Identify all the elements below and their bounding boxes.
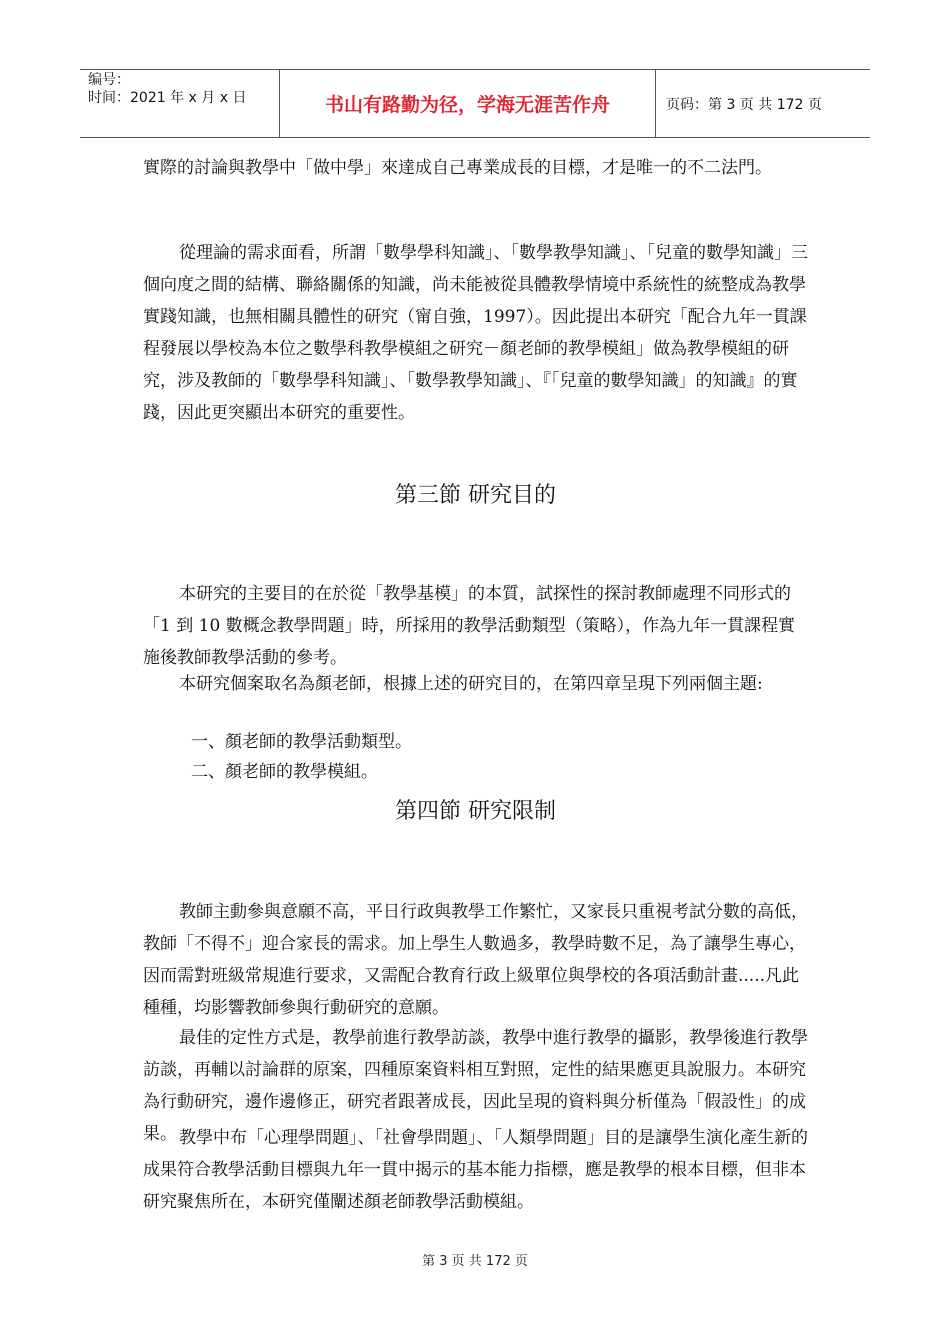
paragraph-5-block	[143, 896, 808, 1024]
header-motto: 书山有路勤为径，学海无涯苦作舟	[280, 70, 656, 137]
paragraph-2: 從理論的需求面看，所謂「數學學科知識」、「數學教學知識」、「兒童的數學知識」三個向度之間的結構、聯絡關係的知識，尚未能被從具體教學情境中系統性的統整成為教學實踐知識，也無相關具體性的研究（甯自強，1997）。因此提出本研究「配合九年一貫課程發展以學校為本位之數學科教學模組之研究－顏老師的教學模組」做為教學模組的研究，涉及教師的「數學學科知識」、「數學教學知識」、『「兒童的數學知識」的知識』的實踐，因此更突顯出本研究的重要性。	[143, 243, 808, 423]
number-label: 编号：	[88, 72, 130, 88]
page-footer: 第 3 页 共 172 页	[422, 1254, 528, 1269]
paragraph-3-block	[143, 578, 808, 674]
list-1	[143, 726, 808, 758]
paragraph-4: 本研究個案取名為顏老師，根據上述的研究目的，在第四章呈現下列兩個主題:	[179, 674, 763, 694]
paragraph-3: 本研究的主要目的在於從「教學基模」的本質，試探性的探討教師處理不同形式的「1 到 10 數概念教學問題」時，所採用的教學活動類型（策略），作為九年一貫課程實施後教師教學活動的參考。	[143, 584, 796, 668]
list-item-2: 二、顏老師的教學模組。	[191, 762, 378, 782]
header-page-info: 页码：第 3 页 共 172 页	[666, 96, 822, 113]
section-4-title: 第四節 研究限制	[395, 799, 556, 824]
time-label: 时间：2021 年 x 月 x 日	[88, 90, 247, 106]
paragraph-1: 實際的討論與教學中「做中學」來達成自己專業成長的目標，才是唯一的不二法門。	[143, 158, 772, 178]
paragraph-2-block	[143, 237, 808, 429]
paragraph-7-block	[143, 1122, 808, 1218]
list-item-1: 一、顏老師的教學活動類型。	[191, 732, 412, 752]
paragraph-7: 教學中布「心理學問題」、「社會學問題」、「人類學問題」目的是讓學生演化產生新的成果符合教學活動目標與九年一貫中揭示的基本能力指標，應是教學的根本目標，但非本研究聚焦所在，本研究僅闡述顏老師教學活動模組。	[143, 1128, 808, 1212]
page-header	[80, 69, 870, 138]
paragraph-6: 最佳的定性方式是，教學前進行教學訪談，教學中進行教學的攝影，教學後進行教學訪談，再輔以討論群的原案，四種原案資料相互對照，定性的結果應更具說服力。本研究為行動研究，邊作邊修正，研究者跟著成長，因此呈現的資料與分析僅為「假設性」的成果。	[143, 1028, 808, 1144]
paragraph-5: 教師主動參與意願不高，平日行政與教學工作繁忙，又家長只重視考試分數的高低，教師「不得不」迎合家長的需求。加上學生人數過多，教學時數不足，為了讓學生專心，因而需對班級常規進行要求，又需配合教育行政上級單位與學校的各項活動計畫.....凡此種種，均影響教師參與行動研究的意願。	[143, 902, 808, 1018]
paragraph-4-block	[143, 668, 808, 700]
paragraph-1-block	[143, 152, 808, 184]
header-meta	[80, 70, 280, 137]
list-2	[143, 756, 808, 788]
section-3-title: 第三節 研究目的	[395, 483, 556, 508]
